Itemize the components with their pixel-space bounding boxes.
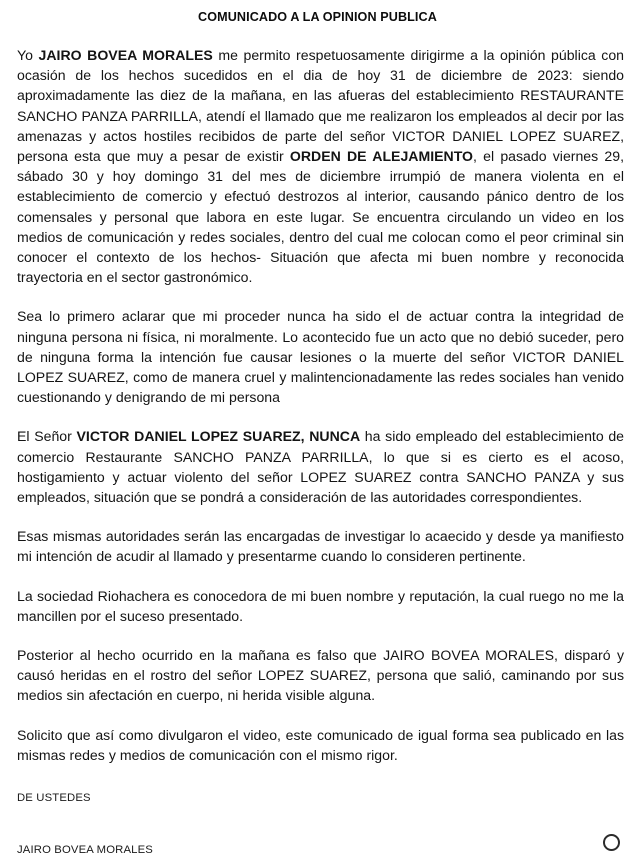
circle-stamp-icon — [603, 834, 620, 851]
page-title: COMUNICADO A LA OPINION PUBLICA — [198, 10, 437, 24]
paragraph — [17, 426, 624, 507]
closing-block — [17, 790, 624, 858]
body-text: , el pasado viernes 29, sábado 30 y hoy domingo 31 del mes de diciembre irrumpió de manera violenta en el establecimiento de comercio y efectuó destrozos al interior, causando pánico dentro de los comensales y personal que labora en este lugar. Se encuentra circulando un video en los medios de comunicación y redes sociales, dentro del cual me colocan como el peor criminal sin conocer el contexto de los hechos- Situación que afecta mi buen nombre y reconocida trayectoria en el sector gastronómico. — [17, 148, 624, 286]
paragraph — [17, 645, 624, 706]
paragraph — [17, 526, 624, 566]
body-text: Sea lo primero aclarar que mi proceder nunca ha sido el de actuar contra la integridad de ninguna persona ni física, ni moralmente. Lo acontecido fue un acto que no debió suceder, pero de ninguna forma la intención fue causar lesiones o la muerte del señor VICTOR DANIEL LOPEZ SUAREZ, como de manera cruel y malintencionadamente las redes sociales han venido cuestionando y denigrando de mi persona — [17, 308, 624, 406]
emphasis-text: JAIRO BOVEA MORALES — [38, 47, 213, 63]
paragraph — [17, 586, 624, 626]
emphasis-text: ORDEN DE ALEJAMIENTO — [289, 148, 474, 165]
paragraph — [17, 306, 624, 407]
body-text: Yo — [17, 47, 39, 63]
body-text: Esas mismas autoridades serán las encargadas de investigar lo acaecido y desde ya manifiesto mi intención de acudir al llamado y presentarme cuando lo consideren pertinente. — [17, 528, 624, 565]
document-body — [17, 25, 624, 765]
body-text: La sociedad Riohachera es conocedora de mi buen nombre y reputación, la cual ruego no me la mancillen por el suceso presentado. — [17, 587, 624, 624]
body-text: Posterior al hecho ocurrido en la mañana es falso que JAIRO BOVEA MORALES, disparó y causó heridas en el rostro del señor LOPEZ SUAREZ, persona que salió, caminando por sus medios sin afectación en cuerpo, ni herida visible alguna. — [17, 647, 624, 704]
paragraph — [17, 45, 624, 287]
body-text: Solicito que así como divulgaron el video, este comunicado de igual forma sea publicado en las mismas redes y medios de comunicación con el mismo rigor. — [17, 726, 624, 763]
emphasis-text: VICTOR DANIEL LOPEZ SUAREZ, NUNCA — [76, 428, 361, 445]
body-text: ha sido empleado del establecimiento de comercio Restaurante SANCHO PANZA PARRILLA, lo que si es cierto es el acoso, hostigamiento y actuar violento del señor LOPEZ SUAREZ contra SANCHO PANZA y sus empleados, situación que se pondrá a consideración de las autoridades correspondientes. — [17, 428, 625, 506]
paragraph — [17, 725, 624, 765]
signature-name: JAIRO BOVEA MORALES — [17, 844, 153, 857]
closing-salutation: DE USTEDES — [17, 792, 91, 805]
body-text: me permito respetuosamente dirigirme a la opinión pública con ocasión de los hechos sucedidos en el dia de hoy 31 de diciembre de 2023: siendo aproximadamente las diez de la mañana, en las afueras del establecimiento RESTAURANTE SANCHO PANZA PARRILLA, atendí el llamado que me realizaron los empleados al decir por las amenazas y actos hostiles recibidos de parte del señor VICTOR DANIEL LOPEZ SUAREZ, persona esta que muy a pesar de existir — [17, 47, 624, 165]
body-text: El Señor — [17, 428, 77, 445]
